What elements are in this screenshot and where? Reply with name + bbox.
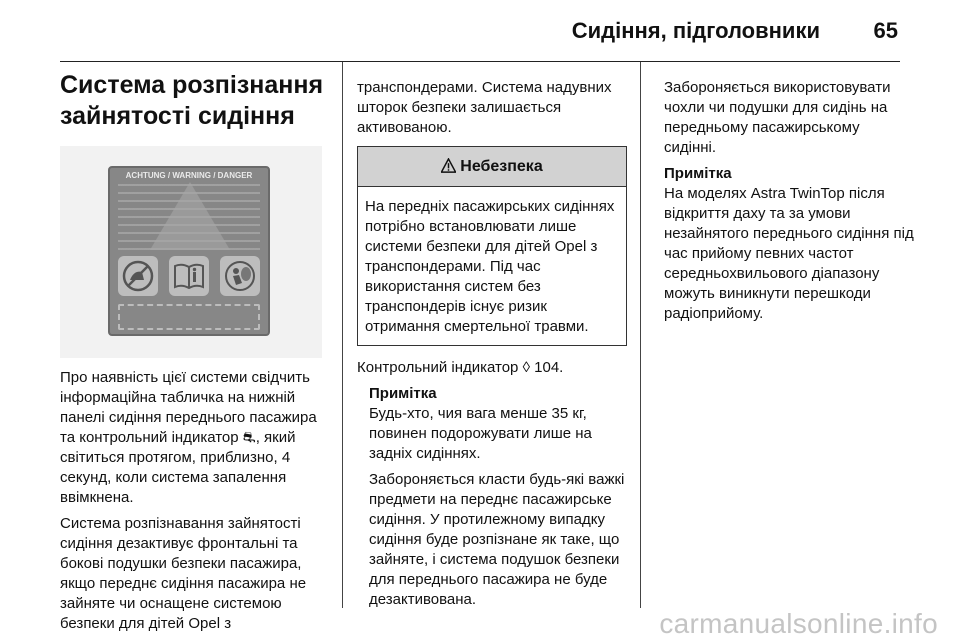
paragraph: Контрольний індикатор ◊ 104. [357,359,564,376]
note-label: Примітка [369,385,437,402]
label-icons [118,256,260,296]
column-divider [640,62,641,608]
info-label-figure [60,146,322,358]
airbag-icon [220,256,260,296]
passenger-seat-info-label [108,166,270,336]
danger-box-header [358,147,626,187]
page-number: 65 [873,18,898,43]
manual-info-icon [169,256,209,296]
column-2 [357,78,627,616]
paragraph: Система розпізнавання зайнятості сидіння дезактивує фронтальні та бокові подушки безпеки пасажира, якщо переднє сидіння пасажира не зайняте чи оснащене системою безпеки для дітей Opel з [60,515,307,632]
danger-box [357,146,627,346]
column-1 [60,70,328,640]
column-divider [342,62,343,608]
danger-box-text: На передніх пасажирських сидіннях потрібно встановлювати лише системи безпеки для дітей Opel з транспондерами. Під час використання систем без транспондерів існує ризик отримання смертельної травми. [365,198,615,335]
note-block [357,384,627,610]
section-title-line1: Система розпізнання [60,71,324,99]
chapter-title: Сидіння, підголовники [571,18,820,43]
page-header [60,0,900,62]
paragraph: Забороняється використовувати чохли чи подушки для сидінь на передньому пасажирському сидінні. [664,79,891,156]
note-label: Примітка [664,165,732,182]
label-text-lines [118,184,260,250]
note-text: Будь-хто, чия вага менше 35 кг, повинен подорожувати лише на задніх сидіннях. [369,405,592,462]
column-3 [664,78,914,330]
paragraph: Про наявність цієї системи свідчить інформаційна табличка на нижній панелі сидіння переднього пасажира та контрольний індикатор ⛐, який світиться протягом, приблизно, 4 секунд, коли система запалення ввімкнена. [60,369,317,506]
note-text: Забороняється класти будь-які важкі предмети на переднє пасажирське сидіння. У протилежному випадку сидіння буде розпізнане як таке, що зайняте, і система подушок безпеки для переднього пасажира не буде дезактивована. [369,471,625,608]
watermark: carmanualsonline.info [659,608,938,639]
section-title [60,70,328,132]
child-seat-icon [118,256,158,296]
note-text: На моделях Astra TwinTop після відкриття даху та за умови незайнятого переднього сидіння під час прийому певних частот середньохвильового діапазону можуть виникнути перешкоди радіоприйому. [664,185,914,322]
label-bottom-strip [118,304,260,330]
paragraph: транспондерами. Система надувних шторок безпеки залишається активованою. [357,79,612,136]
danger-box-title: Небезпека [460,158,543,175]
warning-triangle-icon [441,158,456,173]
label-header: ACHTUNG / WARNING / DANGER [125,171,253,180]
section-title-line2: зайнятості сидіння [60,102,295,130]
